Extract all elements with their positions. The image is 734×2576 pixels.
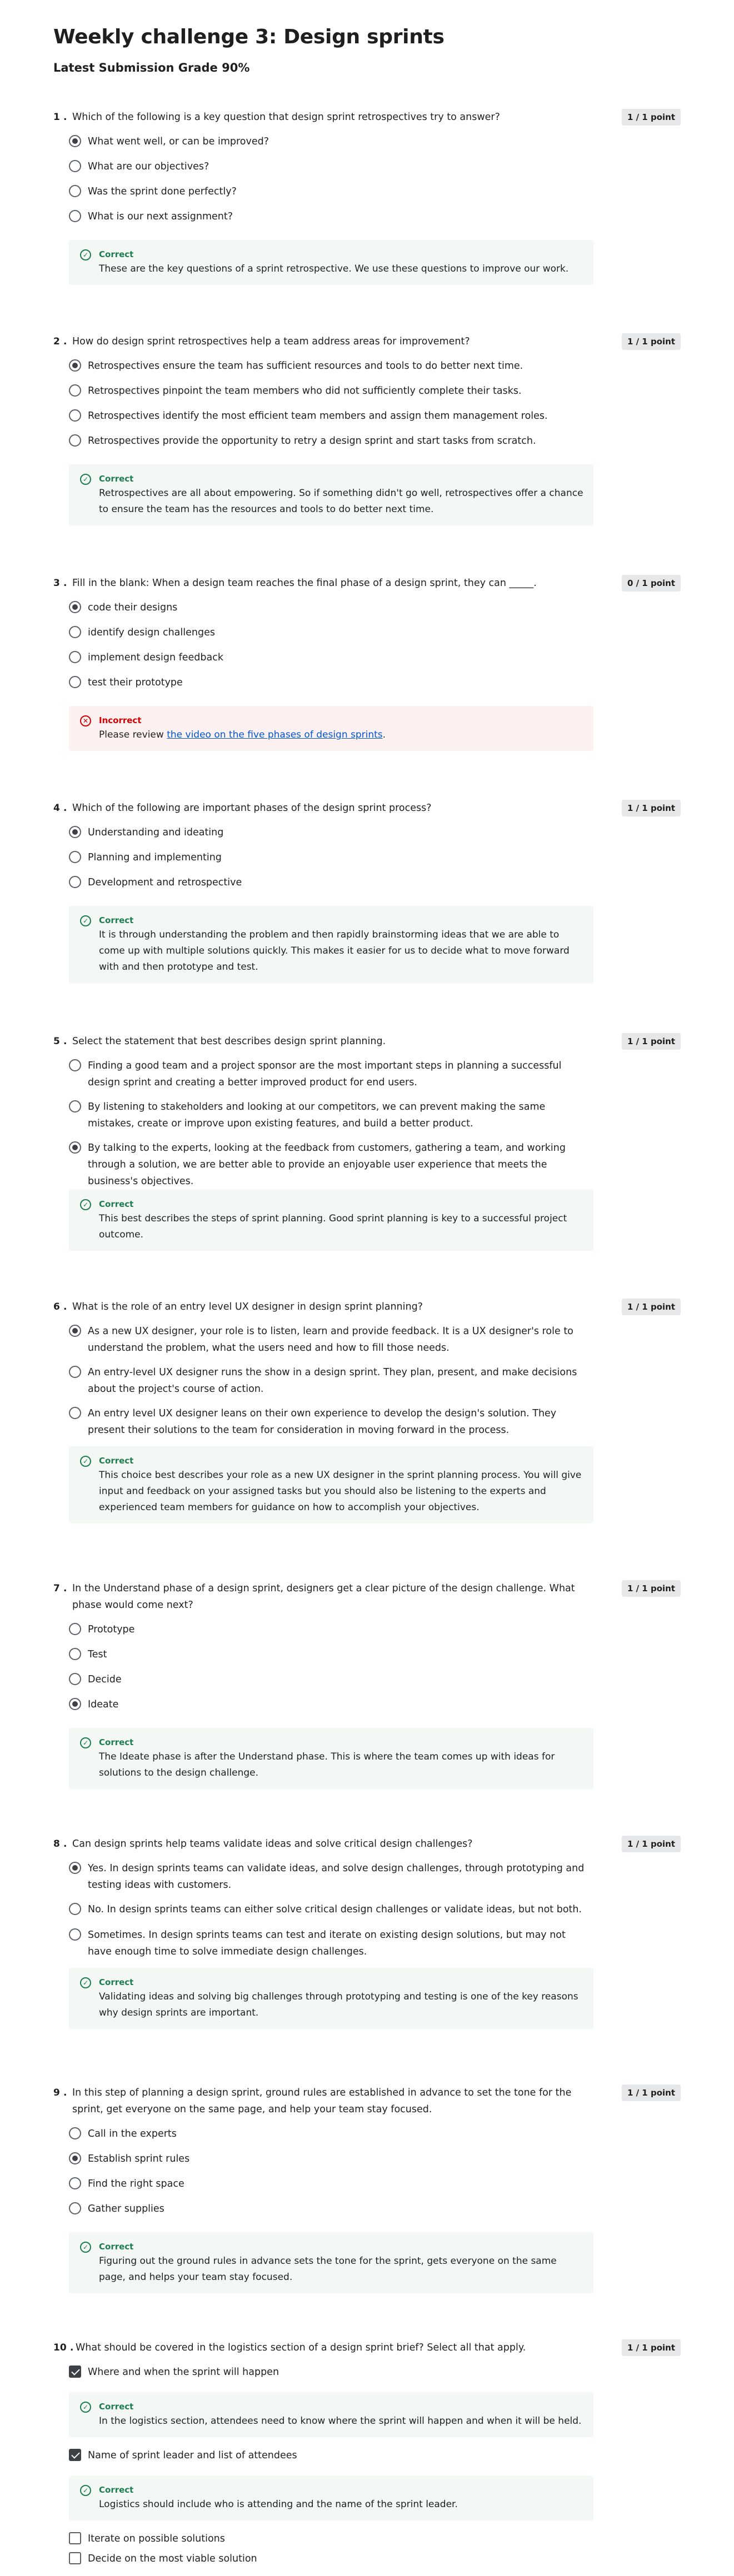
feedback-status: Correct <box>99 1456 134 1466</box>
radio-selected[interactable] <box>69 2152 81 2164</box>
radio[interactable] <box>69 185 81 197</box>
feedback-status: Incorrect <box>99 715 142 725</box>
radio[interactable] <box>69 1407 81 1419</box>
radio[interactable] <box>69 651 81 663</box>
answer-option[interactable]: What went well, or can be improved? <box>69 133 681 158</box>
check-circle-icon: ✓ <box>80 1977 91 1988</box>
feedback-correct <box>69 1968 593 2029</box>
radio[interactable] <box>69 434 81 447</box>
check-circle-icon: ✓ <box>80 1199 91 1210</box>
answer-option[interactable]: Iterate on possible solutions <box>69 2530 681 2550</box>
question-3: 3 . Fill in the blank: When a design team reaches the final phase of a design sprint, they can _____. 0 / 1 point code their designs identify design challenges implement design feedback test their prototype ✕ Incorrect Please review the video on the five phases of design sprints. <box>53 575 681 751</box>
radio-selected[interactable] <box>69 826 81 838</box>
radio[interactable] <box>69 1928 81 1941</box>
question-5: 5 . Select the statement that best describes design sprint planning. 1 / 1 point Finding a good team and a project sponsor are the most important steps in planning a successful design sprint and creating a better improved product for end users. By listening to stakeholders and looking at our competitors, we can prevent making the same mistakes, create or improve upon existing features, and build a better product. By talking to the experts, looking at the feedback from customers, gathering a team, and working through a solution, we are better able to provide an enjoyable user experience that meets the business's objectives. ✓ Correct This best describes the steps of sprint planning. Good sprint planning is key to a successful project outcome. <box>53 1033 681 1251</box>
feedback-correct <box>69 2392 593 2437</box>
points-badge: 1 / 1 point <box>622 1836 681 1852</box>
question-number: 6 <box>53 1301 60 1312</box>
answer-option[interactable]: What are our objectives? <box>69 158 681 183</box>
radio[interactable] <box>69 876 81 888</box>
answer-option[interactable]: Development and retrospective <box>69 874 681 899</box>
radio-selected[interactable] <box>69 135 81 147</box>
question-text: How do design sprint retrospectives help a team address areas for improvement? <box>72 336 470 347</box>
feedback-text: This best describes the steps of sprint planning. Good sprint planning is key to a successful project outcome. <box>99 1213 567 1240</box>
points-badge: 1 / 1 point <box>622 1580 681 1597</box>
radio[interactable] <box>69 1059 81 1071</box>
answer-option[interactable]: Retrospectives ensure the team has sufficient resources and tools to do better next time. <box>69 358 681 383</box>
review-video-link[interactable]: the video on the five phases of design sprints <box>167 729 383 740</box>
feedback-status: Correct <box>99 1977 134 1987</box>
feedback-status: Correct <box>99 2402 134 2412</box>
feedback-status: Correct <box>99 915 134 925</box>
check-circle-icon: ✓ <box>80 1737 91 1748</box>
check-circle-icon: ✓ <box>80 2485 91 2496</box>
question-4: 4 . Which of the following are important phases of the design sprint process? 1 / 1 point Understanding and ideating Planning and implementing Development and retrospective ✓ Correct It is through understanding the problem and then rapidly brainstorming ideas that we are able to come up with multiple solutions quickly. This makes it easier for us to decide what to move forward with and then prototype and test. <box>53 800 681 983</box>
answer-option[interactable]: Call in the experts <box>69 2126 681 2151</box>
question-text: Select the statement that best describes design sprint planning. <box>72 1036 386 1047</box>
answer-option[interactable]: Find the right space <box>69 2176 681 2201</box>
feedback-correct <box>69 2232 593 2293</box>
radio[interactable] <box>69 1673 81 1685</box>
question-number: 9 <box>53 2087 60 2098</box>
feedback-status: Correct <box>99 474 134 484</box>
radio[interactable] <box>69 1648 81 1660</box>
answer-option[interactable]: Retrospectives pinpoint the team members who did not sufficiently complete their tasks. <box>69 383 681 408</box>
answer-option[interactable]: Retrospectives provide the opportunity to retry a design sprint and start tasks from scratch. <box>69 433 681 458</box>
feedback-correct <box>69 240 593 285</box>
radio[interactable] <box>69 676 81 688</box>
answer-option[interactable]: Where and when the sprint will happen <box>69 2364 681 2389</box>
feedback-text: It is through understanding the problem and then rapidly brainstorming ideas that we are able to come up with multiple solutions quickly. This makes it easier for us to decide what to move forward with and then prototype and test. <box>99 929 570 973</box>
answer-option[interactable]: An entry level UX designer leans on their own experience to develop the design's solution. They present their solutions to the team for consideration in moving forward in the process. <box>69 1405 681 1446</box>
answer-option[interactable]: Was the sprint done perfectly? <box>69 183 681 208</box>
feedback-status: Correct <box>99 1737 134 1747</box>
close-circle-icon: ✕ <box>80 715 91 726</box>
question-text: What is the role of an entry level UX designer in design sprint planning? <box>72 1301 423 1312</box>
question-text: Which of the following is a key question that design sprint retrospectives try to answer? <box>72 112 500 123</box>
question-10: 10 . What should be covered in the logistics section of a design sprint brief? Select all that apply. 1 / 1 point Where and when the sprint will happen ✓ Correct In the logistics section, attendees need to know where the sprint will happen and when it will be held. Name of sprint leader and list of attendees ✓ Correct Logistics should include who is attending and the name of the sprint leader. Iterate on possible solutions Decide on the most viable solution <box>53 2339 681 2568</box>
question-number: 1 <box>53 112 60 123</box>
answer-option[interactable]: Gather supplies <box>69 2201 681 2226</box>
radio[interactable] <box>69 851 81 863</box>
checkbox[interactable] <box>69 2552 81 2564</box>
radio[interactable] <box>69 409 81 422</box>
question-6: 6 . What is the role of an entry level UX designer in design sprint planning? 1 / 1 point As a new UX designer, your role is to listen, learn and provide feedback. It is a UX designer's role to understand the problem, what the users need and how to fill those needs. An entry-level UX designer runs the show in a design sprint. They plan, present, and make decisions about the project's course of action. An entry level UX designer leans on their own experience to develop the design's solution. They present their solutions to the team for consideration in moving forward in the process. ✓ Correct This choice best describes your role as a new UX designer in the sprint planning process. You will give input and feedback on your assigned tasks but you should also be listening to the experts and experienced team members for guidance on how to accomplish your objectives. <box>53 1299 681 1523</box>
question-9: 9 . In this step of planning a design sprint, ground rules are established in advance to set the tone for the sprint, get everyone on the same page, and help your team stay focused. 1 / 1 point Call in the experts Establish sprint rules Find the right space Gather supplies ✓ Correct Figuring out the ground rules in advance sets the tone for the sprint, gets everyone on the same page, and helps your team stay focused. <box>53 2084 681 2293</box>
radio[interactable] <box>69 2202 81 2214</box>
answer-option[interactable]: An entry-level UX designer runs the show in a design sprint. They plan, present, and make decisions about the project's course of action. <box>69 1364 681 1405</box>
feedback-text: Retrospectives are all about empowering. So if something didn't go well, retrospectives offer a chance to ensure the team has the resources and tools to do better next time. <box>99 488 583 515</box>
answer-option[interactable]: Retrospectives identify the most efficient team members and assign them management roles. <box>69 408 681 433</box>
feedback-correct <box>69 2475 593 2520</box>
radio[interactable] <box>69 626 81 638</box>
points-badge: 1 / 1 point <box>622 800 681 816</box>
radio[interactable] <box>69 210 81 222</box>
question-number: 10 <box>53 2342 67 2353</box>
feedback-correct <box>69 464 593 525</box>
check-circle-icon: ✓ <box>80 2402 91 2413</box>
answer-option[interactable]: Prototype <box>69 1621 681 1646</box>
radio-selected[interactable] <box>69 1698 81 1710</box>
answer-option[interactable]: Planning and implementing <box>69 849 681 874</box>
feedback-text: These are the key questions of a sprint retrospective. We use these questions to improve our work. <box>99 263 569 274</box>
feedback-correct <box>69 906 593 983</box>
feedback-status: Correct <box>99 2485 134 2495</box>
feedback-status: Correct <box>99 2242 134 2252</box>
points-badge: 1 / 1 point <box>622 109 681 126</box>
question-number: 3 <box>53 578 60 589</box>
points-badge: 1 / 1 point <box>622 1033 681 1050</box>
radio[interactable] <box>69 160 81 172</box>
question-text: Fill in the blank: When a design team reaches the final phase of a design sprint, they can _____. <box>72 578 537 589</box>
feedback-text: The Ideate phase is after the Understand phase. This is where the team comes up with ideas for solutions to the design challenge. <box>99 1751 555 1778</box>
answer-option[interactable]: test their prototype <box>69 674 681 699</box>
feedback-status: Correct <box>99 1199 134 1209</box>
answer-option[interactable]: What is our next assignment? <box>69 208 681 233</box>
checkbox[interactable] <box>69 2532 81 2544</box>
question-number: 7 <box>53 1583 60 1594</box>
radio[interactable] <box>69 1100 81 1112</box>
answer-option[interactable]: By talking to the experts, looking at the feedback from customers, gathering a team, and working through a solution, we are better able to provide an enjoyable user experience that meets the business's objectives. <box>69 1140 681 1190</box>
checkbox-checked[interactable] <box>69 2365 81 2378</box>
answer-option[interactable]: Ideate <box>69 1696 681 1721</box>
answer-option[interactable]: Finding a good team and a project sponsor are the most important steps in planning a successful design sprint and creating a better improved product for end users. <box>69 1058 681 1099</box>
submission-grade: Latest Submission Grade 90% <box>53 61 250 74</box>
question-number: 5 <box>53 1036 60 1047</box>
answer-option[interactable]: Test <box>69 1646 681 1671</box>
radio[interactable] <box>69 1903 81 1915</box>
answer-option[interactable]: Establish sprint rules <box>69 2151 681 2176</box>
radio[interactable] <box>69 384 81 397</box>
answer-option[interactable]: Name of sprint leader and list of attendees <box>69 2447 681 2472</box>
check-circle-icon: ✓ <box>80 1456 91 1467</box>
page-title: Weekly challenge 3: Design sprints <box>53 26 445 48</box>
points-badge: 1 / 1 point <box>622 1299 681 1315</box>
radio-selected[interactable] <box>69 359 81 372</box>
radio[interactable] <box>69 1366 81 1378</box>
feedback-text: Figuring out the ground rules in advance sets the tone for the sprint, gets everyone on the same page, and helps your team stay focused. <box>99 2256 557 2283</box>
radio-selected[interactable] <box>69 1325 81 1337</box>
radio[interactable] <box>69 2177 81 2189</box>
answer-option[interactable]: implement design feedback <box>69 649 681 674</box>
feedback-text: Please review the video on the five phases of design sprints. <box>99 729 386 740</box>
points-badge: 1 / 1 point <box>622 2339 681 2356</box>
points-badge: 0 / 1 point <box>622 575 681 592</box>
feedback-correct <box>69 1446 593 1523</box>
feedback-text: Validating ideas and solving big challenges through prototyping and testing is one of the key reasons why design sprints are important. <box>99 1991 578 2018</box>
check-circle-icon: ✓ <box>80 474 91 485</box>
feedback-text: In the logistics section, attendees need to know where the sprint will happen and when it will be held. <box>99 2415 582 2427</box>
feedback-status: Correct <box>99 249 134 259</box>
feedback-text: This choice best describes your role as a new UX designer in the sprint planning process. You will give input and feedback on your assigned tasks but you should also be listening to the experts and experienced team members for guidance on how to accomplish your objectives. <box>99 1470 582 1513</box>
question-1: 1 . Which of the following is a key question that design sprint retrospectives try to answer? 1 / 1 point What went well, or can be improved? What are our objectives? Was the sprint done perfectly? What is our next assignment? ✓ Correct These are the key questions of a sprint retrospective. We use these questions to improve our work. <box>53 109 681 285</box>
question-2: 2 . How do design sprint retrospectives help a team address areas for improvement? 1 / 1 point Retrospectives ensure the team has sufficient resources and tools to do better next time. Retrospectives pinpoint the team members who did not sufficiently complete their tasks. Retrospectives identify the most efficient team members and assign them management roles. Retrospectives provide the opportunity to retry a design sprint and start tasks from scratch. ✓ Correct Retrospectives are all about empowering. So if something didn't go well, retrospectives offer a chance to ensure the team has the resources and tools to do better next time. <box>53 333 681 525</box>
answer-option[interactable]: identify design challenges <box>69 624 681 649</box>
answer-option[interactable]: code their designs <box>69 599 681 624</box>
radio-selected[interactable] <box>69 1141 81 1154</box>
answer-option[interactable]: No. In design sprints teams can either solve critical design challenges or validate ideas, but not both. <box>69 1901 681 1927</box>
answer-option[interactable]: Understanding and ideating <box>69 824 681 849</box>
check-circle-icon: ✓ <box>80 2242 91 2253</box>
feedback-correct <box>69 1190 593 1251</box>
points-badge: 1 / 1 point <box>622 333 681 350</box>
radio-selected[interactable] <box>69 601 81 613</box>
question-7: 7 . In the Understand phase of a design sprint, designers get a clear picture of the design challenge. What phase would come next? 1 / 1 point Prototype Test Decide Ideate ✓ Correct The Ideate phase is after the Understand phase. This is where the team comes up with ideas for solutions to the design challenge. <box>53 1580 681 1789</box>
radio[interactable] <box>69 1623 81 1635</box>
question-number: 8 <box>53 1838 60 1850</box>
question-text: In this step of planning a design sprint, ground rules are established in advance to set the tone for the sprint, get everyone on the same page, and help your team stay focused. <box>72 2087 572 2115</box>
answer-option[interactable]: By listening to stakeholders and looking at our competitors, we can prevent making the same mistakes, create or improve upon existing features, and build a better product. <box>69 1099 681 1140</box>
answer-option[interactable]: Sometimes. In design sprints teams can test and iterate on existing design solutions, but may not have enough time to solve immediate design challenges. <box>69 1927 681 1968</box>
answer-option[interactable]: Decide on the most viable solution <box>69 2550 681 2568</box>
question-text: In the Understand phase of a design sprint, designers get a clear picture of the design challenge. What phase would come next? <box>72 1583 575 1611</box>
feedback-text: Logistics should include who is attending and the name of the sprint leader. <box>99 2499 458 2510</box>
question-number: 4 <box>53 803 60 814</box>
checkbox-checked[interactable] <box>69 2449 81 2461</box>
question-text: Can design sprints help teams validate ideas and solve critical design challenges? <box>72 1838 473 1850</box>
radio-selected[interactable] <box>69 1862 81 1874</box>
radio[interactable] <box>69 2127 81 2139</box>
question-text: What should be covered in the logistics section of a design sprint brief? Select all that apply. <box>76 2342 526 2353</box>
question-number: 2 <box>53 336 60 347</box>
question-8: 8 . Can design sprints help teams validate ideas and solve critical design challenges? 1 / 1 point Yes. In design sprints teams can validate ideas, and solve design challenges, through prototyping and testing ideas with customers. No. In design sprints teams can either solve critical design challenges or validate ideas, but not both. Sometimes. In design sprints teams can test and iterate on existing design solutions, but may not have enough time to solve immediate design challenges. ✓ Correct Validating ideas and solving big challenges through prototyping and testing is one of the key reasons why design sprints are important. <box>53 1836 681 2029</box>
feedback-incorrect <box>69 706 593 751</box>
answer-option[interactable]: Yes. In design sprints teams can validate ideas, and solve design challenges, through prototyping and testing ideas with customers. <box>69 1860 681 1901</box>
answer-option[interactable]: As a new UX designer, your role is to listen, learn and provide feedback. It is a UX designer's role to understand the problem, what the users need and how to fill those needs. <box>69 1323 681 1364</box>
check-circle-icon: ✓ <box>80 915 91 926</box>
points-badge: 1 / 1 point <box>622 2084 681 2101</box>
check-circle-icon: ✓ <box>80 249 91 260</box>
feedback-correct <box>69 1728 593 1789</box>
question-text: Which of the following are important phases of the design sprint process? <box>72 803 432 814</box>
answer-option[interactable]: Decide <box>69 1671 681 1696</box>
